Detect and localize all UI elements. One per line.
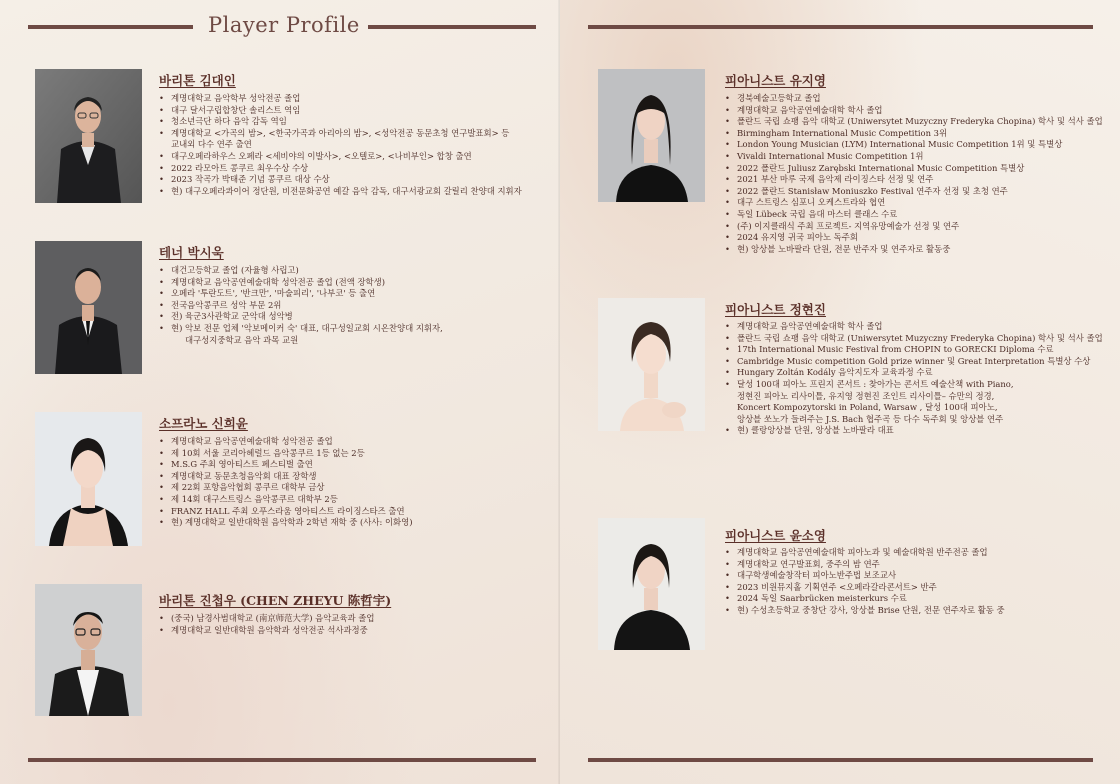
bio-item: • 계명대학교 일반대학원 음악학과 성악전공 석사과정중 <box>159 625 374 637</box>
profile-photo <box>598 298 705 431</box>
bio-item: • 계명대학교 음악공연예술대학 성악전공 졸업 (전액 장학생) <box>159 277 443 289</box>
bio-item: • 대구 달서구립합창단 솔리스트 역임 <box>159 105 522 117</box>
bio-item: • 청소년극단 하다 음악 감독 역임 <box>159 116 522 128</box>
bio-item: • 계명대학교 음악공연예술대학 성악전공 졸업 <box>159 436 413 448</box>
bio-item: • Cambridge Music competition Gold prize winner 및 Great Interpretation 특별상 수상 <box>725 356 1103 368</box>
bio-item: • 현) 클랑앙상블 단원, 앙상블 노바팔라 대표 <box>725 425 1103 437</box>
bio-item: • 대구학생예술창작터 피아노반주법 보조교사 <box>725 570 1005 582</box>
header-rule <box>588 25 1093 29</box>
bio-item: • 계명대학교 음악공연예술대학 학사 졸업 <box>725 321 1103 333</box>
bio-item: • 전) 육군3사관학교 군악대 성악병 <box>159 311 443 323</box>
bio-item: • 계명대학교 연구발표회, 중주의 밤 연주 <box>725 559 1005 571</box>
bio-item: • 제 14회 대구스트링스 음악콩쿠르 대학부 2등 <box>159 494 413 506</box>
bio-item: • 2023 비원뮤지홀 기획연주 <오페라갈라콘서트> 반주 <box>725 582 1005 594</box>
bio-item: • 2022 폴란드 Juliusz Zarębski International Music Competition 특별상 <box>725 163 1103 175</box>
bio-item: • 폴란드 국립 쇼팽 음악 대학교 (Uniwersytet Muzyczny Frederyka Chopina) 학사 및 석사 졸업 <box>725 116 1103 128</box>
bio-item: • 2024 유지영 귀국 피아노 독주회 <box>725 232 1103 244</box>
bio-item: • 현) 대구오페라콰이어 정단원, 비전문화공연 예갈 음악 감독, 대구서광교회 갈릴리 찬양대 지휘자 <box>159 186 522 198</box>
bio-item: • Hungary Zoltán Kodály 음악지도자 교육과정 수료 <box>725 367 1103 379</box>
bio-item: • 대구 스트링스 심포니 오케스트라와 협연 <box>725 197 1103 209</box>
bio-item: • 계명대학교 <가곡의 밤>, <한국가곡과 아리아의 밤>, <성악전공 동문초청 연구발표회> 등 <box>159 128 522 140</box>
bio-item: 대구성지중학교 음악 과목 교원 <box>185 334 299 345</box>
bio-item: • 대건고등학교 졸업 (자율형 사립고) <box>159 265 443 277</box>
bio-item: • 전국음악콩쿠르 성악 부문 2위 <box>159 300 443 312</box>
profile-name: 피아니스트 유지영 <box>725 73 826 88</box>
profile-bio <box>725 547 1005 617</box>
bio-item: 정현진 피아노 리사이틀, 유지영 정현진 조인트 리사이틀– 슈만의 정경, <box>737 390 995 401</box>
bio-item: • 폴란드 국립 쇼팽 음악 대학교 (Uniwersytet Muzyczny Frederyka Chopina) 학사 및 석사 졸업 <box>725 333 1103 345</box>
footer-rule <box>28 758 536 762</box>
page-title: Player Profile <box>208 13 360 37</box>
profile-name: 바리톤 김대인 <box>159 73 236 88</box>
profile-name: 테너 박시욱 <box>159 245 224 260</box>
bio-item: • M.S.G 주최 영아티스트 페스티벌 출연 <box>159 459 413 471</box>
profile-name: 바리톤 진첩우 (CHEN ZHEYU 陈哲宇) <box>159 593 392 608</box>
profile-bio <box>159 436 413 529</box>
profile-photo <box>35 241 142 374</box>
header-rule-right <box>368 25 536 29</box>
bio-item: • 현) 계명대학교 일반대학원 음악학과 2학년 재학 중 (사사: 이화영) <box>159 517 413 529</box>
profile-photo <box>35 412 142 546</box>
profile-bio <box>159 93 522 197</box>
bio-item: • 2022 폴란드 Stanisław Moniuszko Festival 연주자 선정 및 초청 연주 <box>725 186 1103 198</box>
bio-item: • 현) 앙상블 노바팔라 단원, 전문 반주자 및 연주자로 활동중 <box>725 244 1103 256</box>
bio-item: • 2021 부산 마루 국제 음악제 라이징스타 선정 및 연주 <box>725 174 1103 186</box>
bio-item: • Vivaldi International Music Competition 1위 <box>725 151 1103 163</box>
bio-item: • (중국) 남경사범대학교 (南京师范大学) 음악교육과 졸업 <box>159 613 374 625</box>
bio-item: • 계명대학교 음악학부 성악전공 졸업 <box>159 93 522 105</box>
right-page <box>560 0 1120 784</box>
bio-item: • London Young Musician (LYM) International Music Competition 1위 및 특별상 <box>725 139 1103 151</box>
profile-photo <box>35 69 142 203</box>
bio-item: • 독일 Lübeck 국립 음대 마스터 클래스 수료 <box>725 209 1103 221</box>
profile-photo <box>35 584 142 716</box>
bio-item: 앙상블 쏘노가 들려주는 J.S. Bach 협주곡 등 다수 독주회 및 앙상블 연주 <box>737 413 1004 424</box>
bio-item: • 2022 라모아트 콩쿠르 최우수상 수상 <box>159 163 522 175</box>
footer-rule <box>588 758 1093 762</box>
bio-item: Koncert Kompozytorski in Poland, Warsaw , 달성 100대 피아노, <box>737 402 998 413</box>
profile-name: 피아니스트 윤소영 <box>725 528 826 543</box>
bio-item: • 현) 수성초등학교 중창단 강사, 앙상블 Brise 단원, 전문 연주자로 활동 중 <box>725 605 1005 617</box>
bio-item: • 계명대학교 음악공연예술대학 학사 졸업 <box>725 105 1103 117</box>
bio-item: • 제 10회 서울 코리아헤럴드 음악콩쿠르 1등 없는 2등 <box>159 448 413 460</box>
bio-item: • 계명대학교 동문초청음악회 대표 장학생 <box>159 471 413 483</box>
profile-name: 피아니스트 정현진 <box>725 302 826 317</box>
profile-bio <box>159 265 443 346</box>
bio-item: • 제 22회 포항음악협회 콩쿠르 대학부 금상 <box>159 482 413 494</box>
profile-bio <box>159 613 374 636</box>
bio-item: • Birmingham International Music Competition 3위 <box>725 128 1103 140</box>
bio-item: • 달성 100대 피아노 프린지 콘서트 : 찾아가는 콘서트 예술산책 with Piano, <box>725 379 1103 391</box>
bio-item: 교내외 다수 연주 출연 <box>171 139 252 150</box>
profile-bio <box>725 93 1103 255</box>
bio-item: • 오페라 '투란도트', '반크만', '마술피리', '나부코' 등 출연 <box>159 288 443 300</box>
bio-item: • 2023 작곡가 박태준 기념 콩쿠르 대상 수상 <box>159 174 522 186</box>
header-rule-left <box>28 25 193 29</box>
bio-item: • (주) 이지클래식 주최 프로젝트- 지역유망예술가 선정 및 연주 <box>725 221 1103 233</box>
profile-name: 소프라노 신희윤 <box>159 416 248 431</box>
bio-item: • 2024 독일 Saarbrücken meisterkurs 수료 <box>725 593 1005 605</box>
bio-item: • 경북예술고등학교 졸업 <box>725 93 1103 105</box>
profile-photo <box>598 518 705 650</box>
profile-photo <box>598 69 705 202</box>
bio-item: • 대구오페라하우스 오페라 <세비야의 이발사>, <오텔로>, <나비부인> 합창 출연 <box>159 151 522 163</box>
bio-item: • FRANZ HALL 주최 오푸스라움 영아티스트 라이징스타즈 출연 <box>159 506 413 518</box>
profile-bio <box>725 321 1103 437</box>
bio-item: • 17th International Music Festival from CHOPIN to GORECKI Diploma 수료 <box>725 344 1103 356</box>
bio-item: • 계명대학교 음악공연예술대학 피아노과 및 예술대학원 반주전공 졸업 <box>725 547 1005 559</box>
bio-item: • 현) 악보 전문 업체 '악보메이커 숙' 대표, 대구성일교회 시온찬양대 지휘자, <box>159 323 443 335</box>
